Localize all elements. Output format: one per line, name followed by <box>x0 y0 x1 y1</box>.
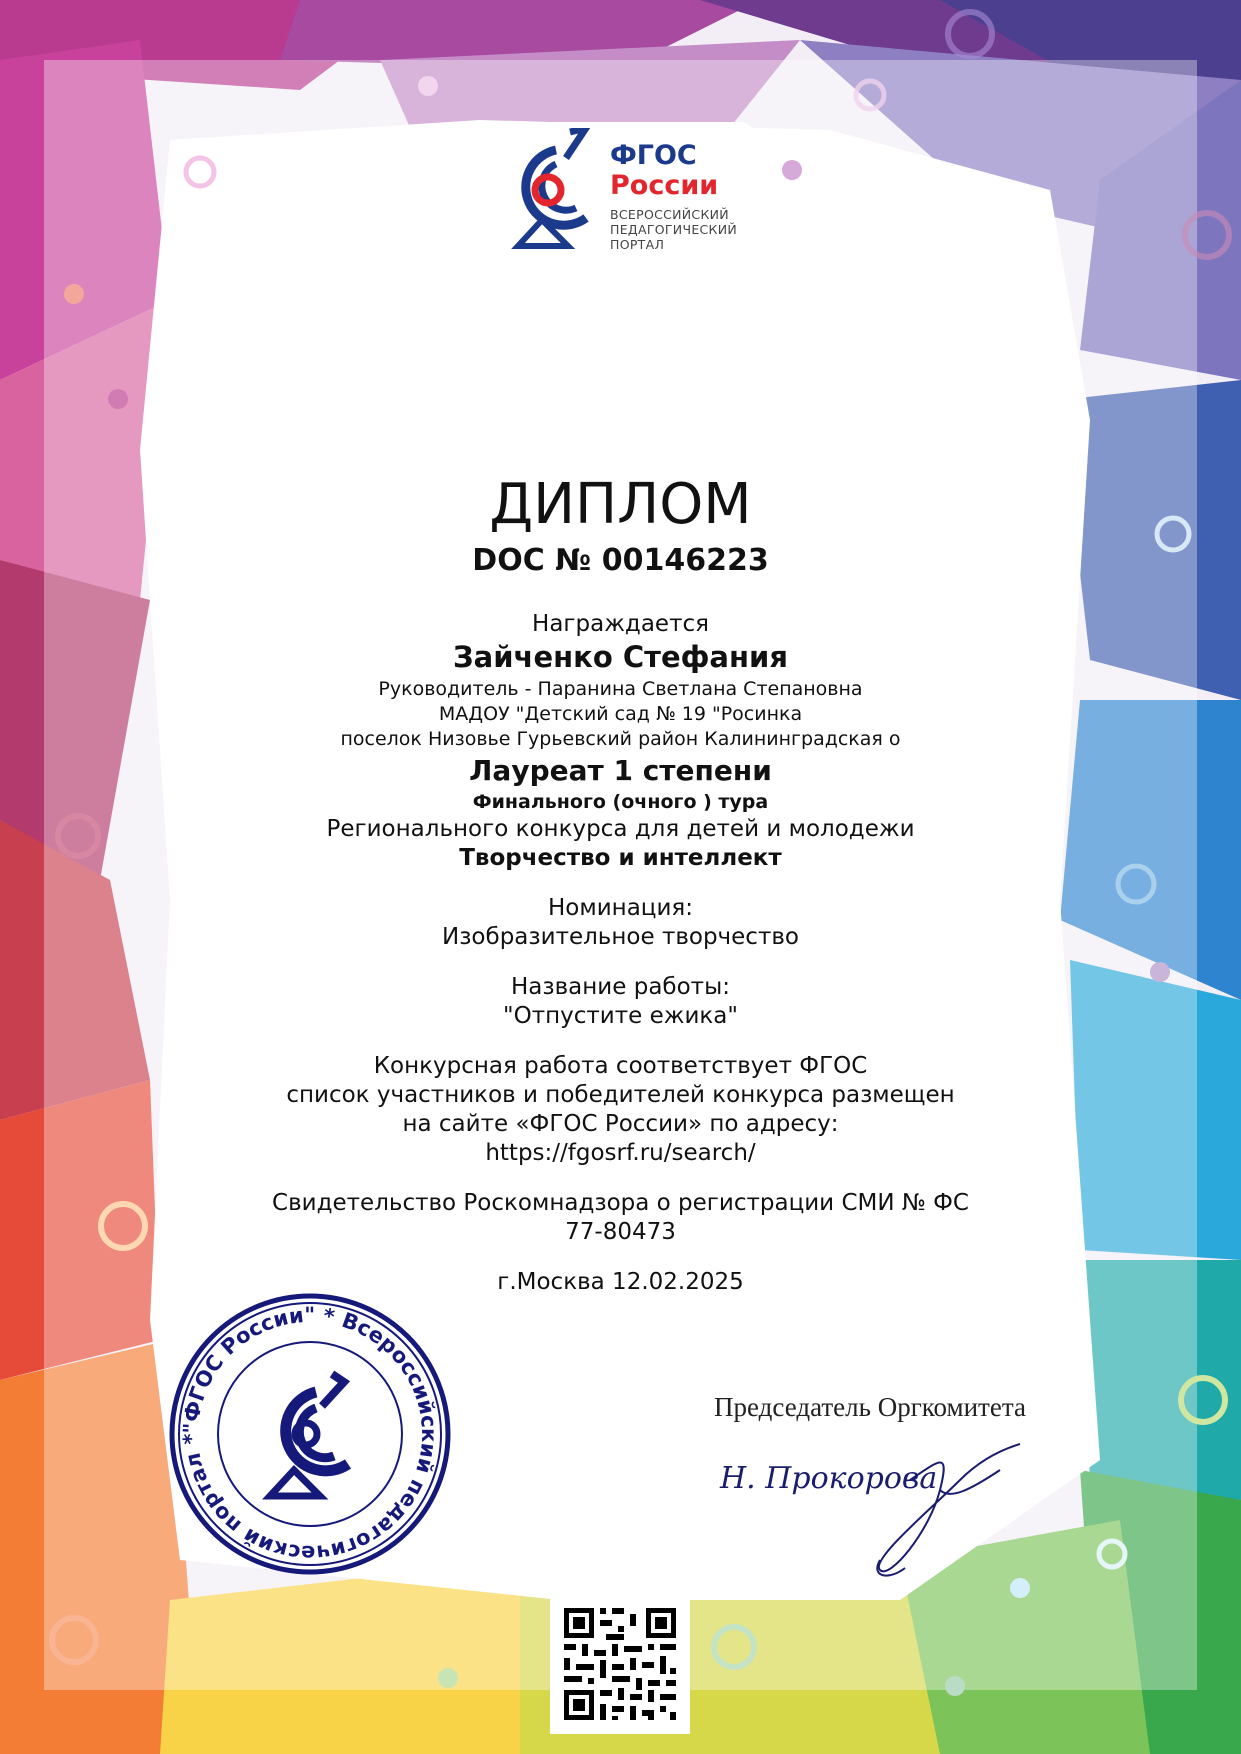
awarded-label: Награждается <box>532 611 709 637</box>
fgos-emblem-icon <box>506 128 606 258</box>
logo-sub-line3: ПОРТАЛ <box>610 237 665 252</box>
media-registration-line2: 77-80473 <box>565 1219 676 1245</box>
fgos-line-2: список участников и победителей конкурса размещен <box>286 1082 955 1108</box>
institution-line: МАДОУ "Детский сад № 19 "Росинка <box>438 703 803 725</box>
nomination-value: Изобразительное творчество <box>442 924 799 950</box>
signature-text: Н. Прокорова <box>720 1461 938 1496</box>
round-line: Финального (очного ) тура <box>472 791 769 813</box>
logo-brand-line1: ФГОС <box>610 140 697 171</box>
fgos-line-3: на сайте «ФГОС России» по адресу: <box>402 1111 839 1137</box>
work-label: Название работы: <box>511 974 730 1000</box>
place-date: г.Москва 12.02.2025 <box>497 1269 744 1295</box>
fgos-line-1: Конкурсная работа соответствует ФГОС <box>373 1053 868 1079</box>
diploma-title: ДИПЛОМ <box>489 472 752 537</box>
doc-number: DOC № 00146223 <box>472 543 769 578</box>
location-line: поселок Низовье Гурьевский район Калининградская о <box>340 728 901 750</box>
logo-sub-line2: ПЕДАГОГИЧЕСКИЙ <box>610 222 738 237</box>
fgos-logo <box>488 122 754 260</box>
media-registration-line1: Свидетельство Роскомнадзора о регистрации СМИ № ФС <box>272 1190 969 1216</box>
nomination-label: Номинация: <box>548 895 693 921</box>
signature-icon <box>700 1430 1040 1580</box>
work-title: "Отпустите ежика" <box>503 1003 738 1029</box>
supervisor-line: Руководитель - Паранина Светлана Степановна <box>378 678 863 700</box>
contest-line: Регионального конкурса для детей и молодежи <box>326 816 915 842</box>
stamp-seal-icon <box>168 1292 452 1576</box>
contest-name: Творчество и интеллект <box>459 845 782 871</box>
chairman-label: Председатель Оргкомитета <box>714 1392 1026 1422</box>
stamp-ring-text: "ФГОС России" * Всероссийский педагогический портал * <box>178 1302 442 1566</box>
award-degree: Лауреат 1 степени <box>469 754 772 787</box>
recipient-name: Зайченко Стефания <box>453 640 788 674</box>
logo-sub-line1: ВСЕРОССИЙСКИЙ <box>610 207 729 222</box>
qr-code-icon <box>550 1594 690 1734</box>
fgos-url: https://fgosrf.ru/search/ <box>485 1140 756 1166</box>
logo-brand-line2: России <box>610 170 719 201</box>
